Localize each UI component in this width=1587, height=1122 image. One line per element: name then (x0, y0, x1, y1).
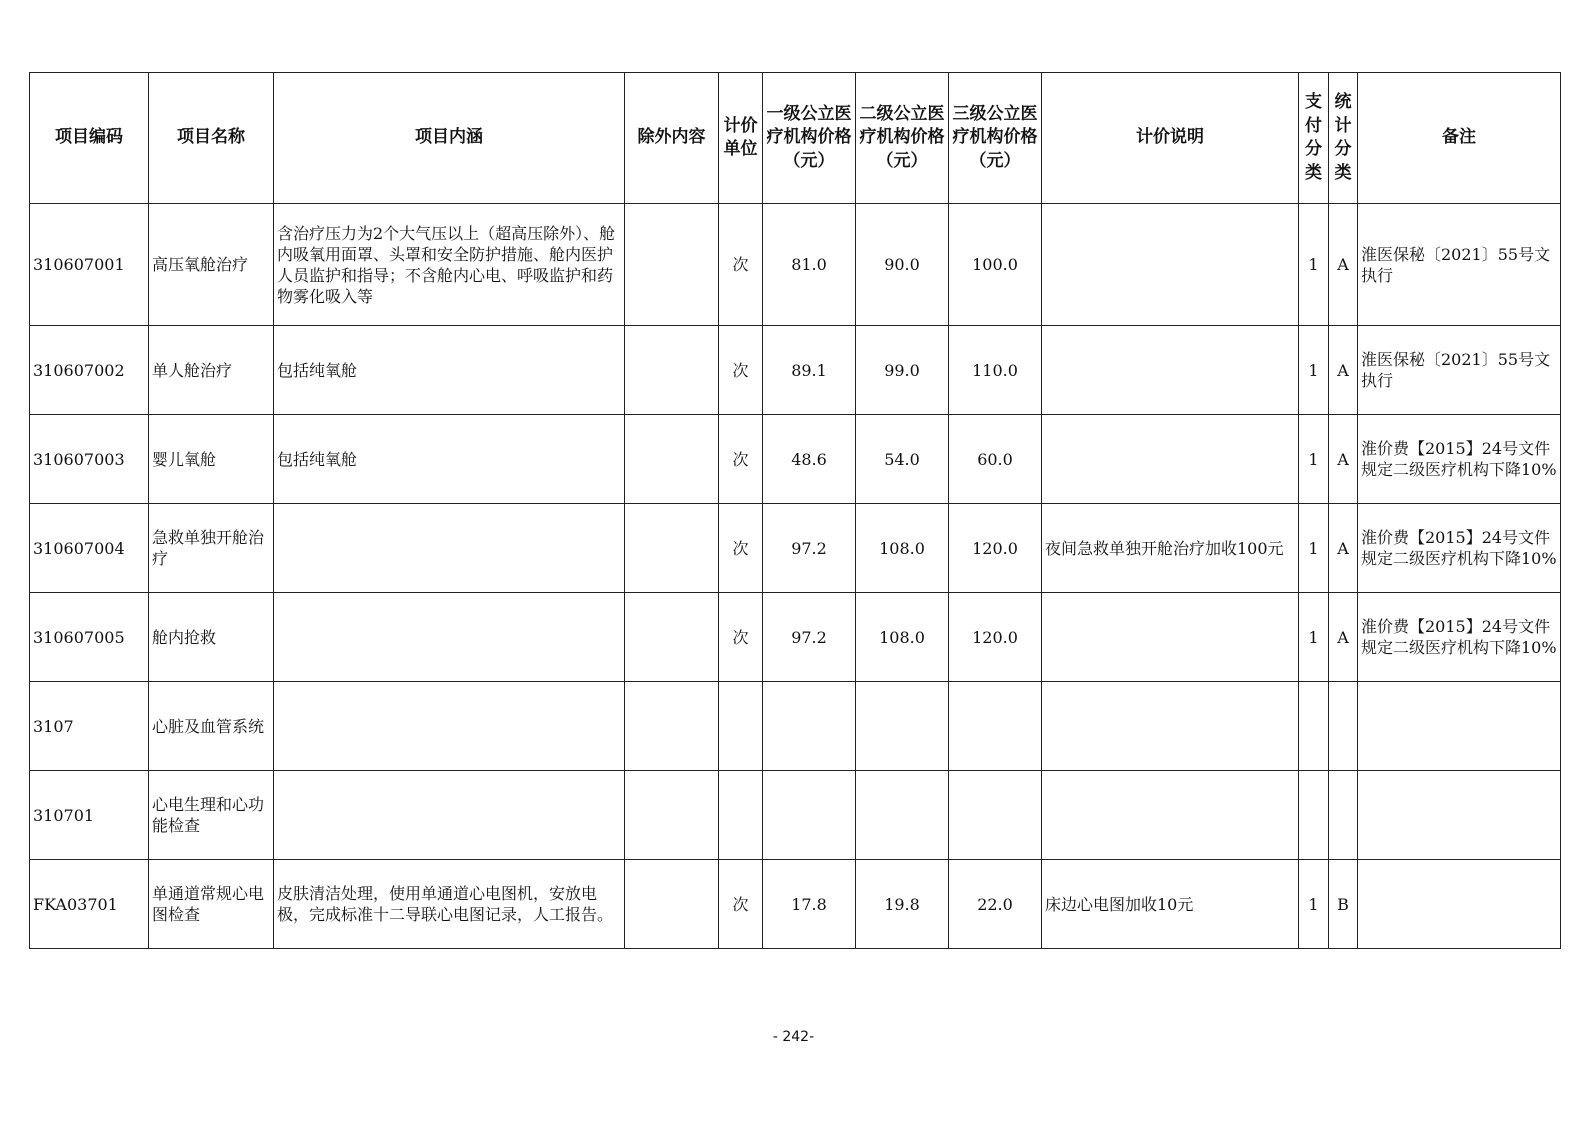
cell-unit: 次 (719, 593, 763, 682)
cell-unit: 次 (719, 860, 763, 949)
cell-excluded (625, 771, 719, 860)
cell-price3: 60.0 (949, 415, 1042, 504)
header-price2: 二级公立医疗机构价格（元） (856, 73, 949, 204)
cell-code: 310607004 (30, 504, 149, 593)
cell-content (274, 771, 625, 860)
table-row (30, 771, 1561, 860)
cell-excluded (625, 326, 719, 415)
cell-remarks (1358, 682, 1561, 771)
cell-price2: 108.0 (856, 504, 949, 593)
cell-pay-class: 1 (1299, 593, 1329, 682)
cell-remarks: 淮医保秘〔2021〕55号文执行 (1358, 326, 1561, 415)
cell-price3: 120.0 (949, 504, 1042, 593)
cell-price3: 120.0 (949, 593, 1042, 682)
cell-remarks: 淮价费【2015】24号文件规定二级医疗机构下降10% (1358, 415, 1561, 504)
cell-excluded (625, 504, 719, 593)
cell-price2: 54.0 (856, 415, 949, 504)
cell-unit: 次 (719, 326, 763, 415)
cell-pricing-note (1042, 593, 1299, 682)
cell-price1: 97.2 (763, 593, 856, 682)
price-table (29, 72, 1561, 949)
cell-remarks: 淮医保秘〔2021〕55号文执行 (1358, 204, 1561, 326)
cell-name: 心脏及血管系统 (149, 682, 274, 771)
cell-price1 (763, 771, 856, 860)
cell-price3: 110.0 (949, 326, 1042, 415)
cell-name: 单人舱治疗 (149, 326, 274, 415)
table-row (30, 593, 1561, 682)
cell-unit: 次 (719, 204, 763, 326)
header-content: 项目内涵 (274, 73, 625, 204)
cell-remarks (1358, 860, 1561, 949)
cell-stat-class (1329, 771, 1358, 860)
cell-stat-class: A (1329, 326, 1358, 415)
cell-remarks: 淮价费【2015】24号文件规定二级医疗机构下降10% (1358, 504, 1561, 593)
cell-price2: 90.0 (856, 204, 949, 326)
header-price3: 三级公立医疗机构价格（元） (949, 73, 1042, 204)
cell-stat-class: A (1329, 593, 1358, 682)
cell-price2: 19.8 (856, 860, 949, 949)
cell-pricing-note (1042, 682, 1299, 771)
cell-pay-class: 1 (1299, 860, 1329, 949)
cell-pay-class: 1 (1299, 326, 1329, 415)
cell-code: 3107 (30, 682, 149, 771)
cell-pay-class (1299, 682, 1329, 771)
cell-price3: 100.0 (949, 204, 1042, 326)
cell-price1: 81.0 (763, 204, 856, 326)
cell-price3 (949, 771, 1042, 860)
cell-price2: 108.0 (856, 593, 949, 682)
cell-price1: 97.2 (763, 504, 856, 593)
cell-content (274, 682, 625, 771)
cell-price3 (949, 682, 1042, 771)
cell-code: 310607003 (30, 415, 149, 504)
cell-name: 心电生理和心功能检查 (149, 771, 274, 860)
cell-code: 310607001 (30, 204, 149, 326)
cell-pricing-note (1042, 771, 1299, 860)
cell-price1: 48.6 (763, 415, 856, 504)
cell-name: 急救单独开舱治疗 (149, 504, 274, 593)
header-price1: 一级公立医疗机构价格（元） (763, 73, 856, 204)
header-row (30, 73, 1561, 204)
cell-pricing-note: 床边心电图加收10元 (1042, 860, 1299, 949)
cell-unit (719, 682, 763, 771)
header-code: 项目编码 (30, 73, 149, 204)
cell-code: 310701 (30, 771, 149, 860)
cell-code: FKA03701 (30, 860, 149, 949)
cell-stat-class (1329, 682, 1358, 771)
cell-excluded (625, 860, 719, 949)
cell-pay-class (1299, 771, 1329, 860)
cell-name: 舱内抢救 (149, 593, 274, 682)
cell-price2: 99.0 (856, 326, 949, 415)
cell-price2 (856, 771, 949, 860)
table-row (30, 504, 1561, 593)
cell-content (274, 504, 625, 593)
cell-content: 含治疗压力为2个大气压以上（超高压除外）、舱内吸氧用面罩、头罩和安全防护措施、舱内医护人员监护和指导；不含舱内心电、呼吸监护和药物雾化吸入等 (274, 204, 625, 326)
cell-code: 310607005 (30, 593, 149, 682)
cell-content: 包括纯氧舱 (274, 326, 625, 415)
cell-excluded (625, 415, 719, 504)
cell-pricing-note (1042, 326, 1299, 415)
cell-price2 (856, 682, 949, 771)
header-excluded: 除外内容 (625, 73, 719, 204)
cell-pay-class: 1 (1299, 504, 1329, 593)
cell-price1 (763, 682, 856, 771)
cell-stat-class: A (1329, 415, 1358, 504)
cell-remarks (1358, 771, 1561, 860)
header-stat-class: 统计分类 (1329, 73, 1358, 204)
cell-pricing-note (1042, 204, 1299, 326)
table-row (30, 860, 1561, 949)
cell-price1: 17.8 (763, 860, 856, 949)
cell-pricing-note: 夜间急救单独开舱治疗加收100元 (1042, 504, 1299, 593)
cell-name: 高压氧舱治疗 (149, 204, 274, 326)
header-pay-class: 支付分类 (1299, 73, 1329, 204)
cell-unit: 次 (719, 504, 763, 593)
cell-excluded (625, 593, 719, 682)
cell-stat-class: A (1329, 204, 1358, 326)
cell-content: 皮肤清洁处理，使用单通道心电图机，安放电极，完成标准十二导联心电图记录，人工报告。 (274, 860, 625, 949)
cell-unit (719, 771, 763, 860)
cell-excluded (625, 682, 719, 771)
header-pricing-note: 计价说明 (1042, 73, 1299, 204)
cell-price3: 22.0 (949, 860, 1042, 949)
table-row (30, 204, 1561, 326)
cell-excluded (625, 204, 719, 326)
cell-stat-class: A (1329, 504, 1358, 593)
cell-price1: 89.1 (763, 326, 856, 415)
cell-pay-class: 1 (1299, 204, 1329, 326)
cell-unit: 次 (719, 415, 763, 504)
cell-pay-class: 1 (1299, 415, 1329, 504)
page-number: - 242- (772, 1029, 815, 1045)
cell-content (274, 593, 625, 682)
cell-code: 310607002 (30, 326, 149, 415)
cell-pricing-note (1042, 415, 1299, 504)
cell-content: 包括纯氧舱 (274, 415, 625, 504)
header-name: 项目名称 (149, 73, 274, 204)
cell-name: 婴儿氧舱 (149, 415, 274, 504)
table-row (30, 326, 1561, 415)
cell-name: 单通道常规心电图检查 (149, 860, 274, 949)
cell-remarks: 淮价费【2015】24号文件规定二级医疗机构下降10% (1358, 593, 1561, 682)
table-row (30, 682, 1561, 771)
header-unit: 计价单位 (719, 73, 763, 204)
cell-stat-class: B (1329, 860, 1358, 949)
header-remarks: 备注 (1358, 73, 1561, 204)
table-row (30, 415, 1561, 504)
